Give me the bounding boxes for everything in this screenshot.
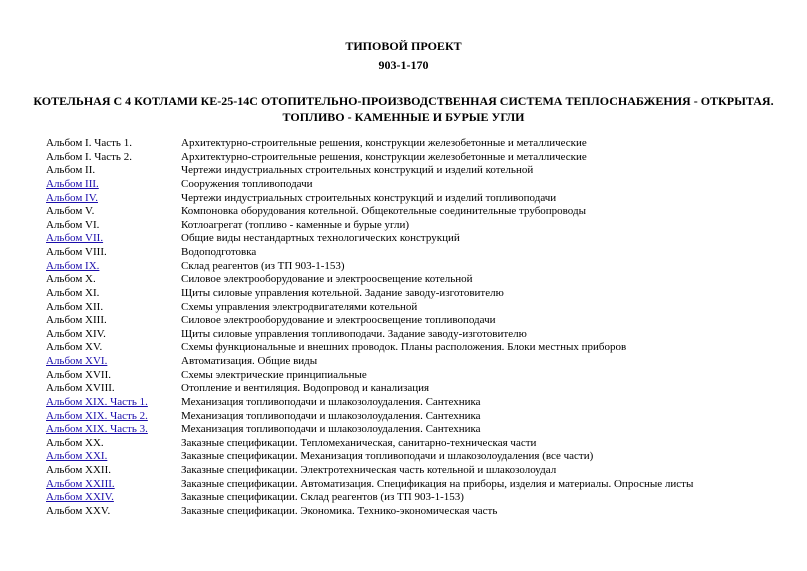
album-description: Сооружения топливоподачи: [181, 177, 313, 190]
album-link[interactable]: Альбом IV.: [46, 191, 98, 204]
album-row: [46, 273, 786, 287]
album-row: [46, 491, 786, 505]
album-list: [46, 137, 786, 519]
album-row: [46, 355, 786, 369]
album-row: [46, 246, 786, 260]
album-label: Альбом I. Часть 2.: [46, 150, 132, 163]
album-description: Механизация топливоподачи и шлакозолоудаления. Сантехника: [181, 395, 481, 408]
album-row: [46, 178, 786, 192]
album-link[interactable]: Альбом III.: [46, 177, 99, 190]
album-description: Механизация топливоподачи и шлакозолоудаления. Сантехника: [181, 423, 481, 436]
project-title: КОТЕЛЬНАЯ С 4 КОТЛАМИ КЕ-25-14С ОТОПИТЕЛЬНО-ПРОИЗВОДСТВЕННАЯ СИСТЕМА ТЕПЛОСНАБЖЕНИЯ - ОТКРЫТАЯ.: [33, 94, 774, 108]
album-row: [46, 287, 786, 301]
album-description: Автоматизация. Общие виды: [181, 355, 318, 367]
album-row: [46, 219, 786, 233]
album-label: Альбом XXII.: [46, 464, 112, 476]
album-link[interactable]: Альбом XXIII.: [46, 477, 115, 490]
album-label: Альбом X.: [46, 273, 96, 286]
album-label: Альбом XX.: [46, 436, 104, 449]
album-description: Схемы управления электродвигателями котельной: [181, 300, 418, 313]
album-link[interactable]: Альбом VII.: [46, 232, 104, 245]
album-description: Чертежи индустриальных строительных конструкций и изделий котельной: [181, 164, 534, 177]
album-row: [46, 192, 786, 206]
album-link[interactable]: Альбом XIX. Часть 1.: [46, 395, 148, 408]
album-row: [46, 396, 786, 410]
album-row: [46, 341, 786, 355]
album-label: Альбом XV.: [46, 341, 103, 354]
project-number: 903-1-170: [378, 58, 429, 72]
album-description: Заказные спецификации. Тепломеханическая, санитарно-техническая части: [181, 436, 537, 449]
album-label: Альбом XVIII.: [46, 382, 115, 395]
album-description: Компоновка оборудования котельной. Общекотельные соединительные трубопроводы: [181, 205, 586, 218]
album-label: Альбом XVII.: [46, 368, 112, 381]
album-row: [46, 232, 786, 246]
album-label: Альбом XIII.: [46, 314, 107, 327]
album-row: [46, 478, 786, 492]
album-row: [46, 437, 786, 451]
album-description: Заказные спецификации. Электротехническая часть котельной и шлакозолоудал: [181, 464, 557, 476]
album-label: Альбом V.: [46, 205, 95, 218]
album-row: [46, 164, 786, 178]
album-description: Щиты силовые управления котельной. Задание заводу-изготовителю: [181, 286, 504, 299]
album-label: Альбом I. Часть 1.: [46, 137, 132, 149]
album-row: [46, 382, 786, 396]
album-description: Силовое электрооборудование и электроосвещение котельной: [181, 273, 473, 286]
album-label: Альбом XIV.: [46, 327, 106, 340]
album-link[interactable]: Альбом XIX. Часть 3.: [46, 423, 148, 436]
album-row: [46, 423, 786, 437]
document-type-heading: ТИПОВОЙ ПРОЕКТ: [345, 39, 462, 53]
album-label: Альбом II.: [46, 164, 96, 177]
album-label: Альбом XII.: [46, 300, 104, 313]
album-description: Водоподготовка: [181, 246, 257, 258]
album-row: [46, 151, 786, 165]
album-row: [46, 205, 786, 219]
album-description: Котлоагрегат (топливо - каменные и бурые угли): [181, 218, 410, 231]
album-row: [46, 137, 786, 151]
album-description: Архитектурно-строительные решения, конструкции железобетонные и металлические: [181, 150, 587, 163]
album-description: Заказные спецификации. Экономика. Технико-экономическая часть: [181, 504, 498, 517]
album-link[interactable]: Альбом XXI.: [46, 450, 108, 463]
album-row: [46, 260, 786, 274]
album-description: Заказные спецификации. Автоматизация. Спецификация на приборы, изделия и материалы. Опросные листы: [181, 477, 694, 490]
album-row: [46, 450, 786, 464]
album-description: Схемы электрические принципиальные: [181, 368, 367, 381]
album-row: [46, 314, 786, 328]
album-link[interactable]: Альбом XXIV.: [46, 491, 114, 504]
album-link[interactable]: Альбом XVI.: [46, 355, 108, 367]
album-description: Заказные спецификации. Механизация топливоподачи и шлакозолоудаления (все части): [181, 450, 594, 463]
album-description: Отопление и вентиляция. Водопровод и канализация: [181, 382, 430, 395]
album-label: Альбом VI.: [46, 218, 100, 231]
album-row: [46, 328, 786, 342]
album-description: Щиты силовые управления топливоподачи. Задание заводу-изготовителю: [181, 327, 527, 340]
album-description: Склад реагентов (из ТП 903-1-153): [181, 259, 345, 272]
album-link[interactable]: Альбом XIX. Часть 2.: [46, 409, 148, 422]
album-label: Альбом VIII.: [46, 246, 107, 258]
album-description: Общие виды нестандартных технологических конструкций: [181, 232, 460, 245]
album-row: [46, 301, 786, 315]
album-description: Механизация топливоподачи и шлакозолоудаления. Сантехника: [181, 409, 481, 422]
album-description: Схемы функциональные и внешних проводок. Планы расположения. Блоки местных приборов: [181, 341, 627, 354]
album-description: Заказные спецификации. Склад реагентов (из ТП 903-1-153): [181, 491, 464, 504]
album-row: [46, 369, 786, 383]
album-link[interactable]: Альбом IX.: [46, 259, 100, 272]
album-label: Альбом XI.: [46, 286, 100, 299]
album-label: Альбом XXV.: [46, 504, 111, 517]
album-row: [46, 505, 786, 519]
album-description: Силовое электрооборудование и электроосвещение топливоподачи: [181, 314, 496, 327]
album-row: [46, 410, 786, 424]
project-subtitle: ТОПЛИВО - КАМЕННЫЕ И БУРЫЕ УГЛИ: [282, 110, 525, 124]
album-row: [46, 464, 786, 478]
album-description: Архитектурно-строительные решения, конструкции железобетонные и металлические: [181, 137, 587, 149]
album-description: Чертежи индустриальных строительных конструкций и изделий топливоподачи: [181, 191, 557, 204]
